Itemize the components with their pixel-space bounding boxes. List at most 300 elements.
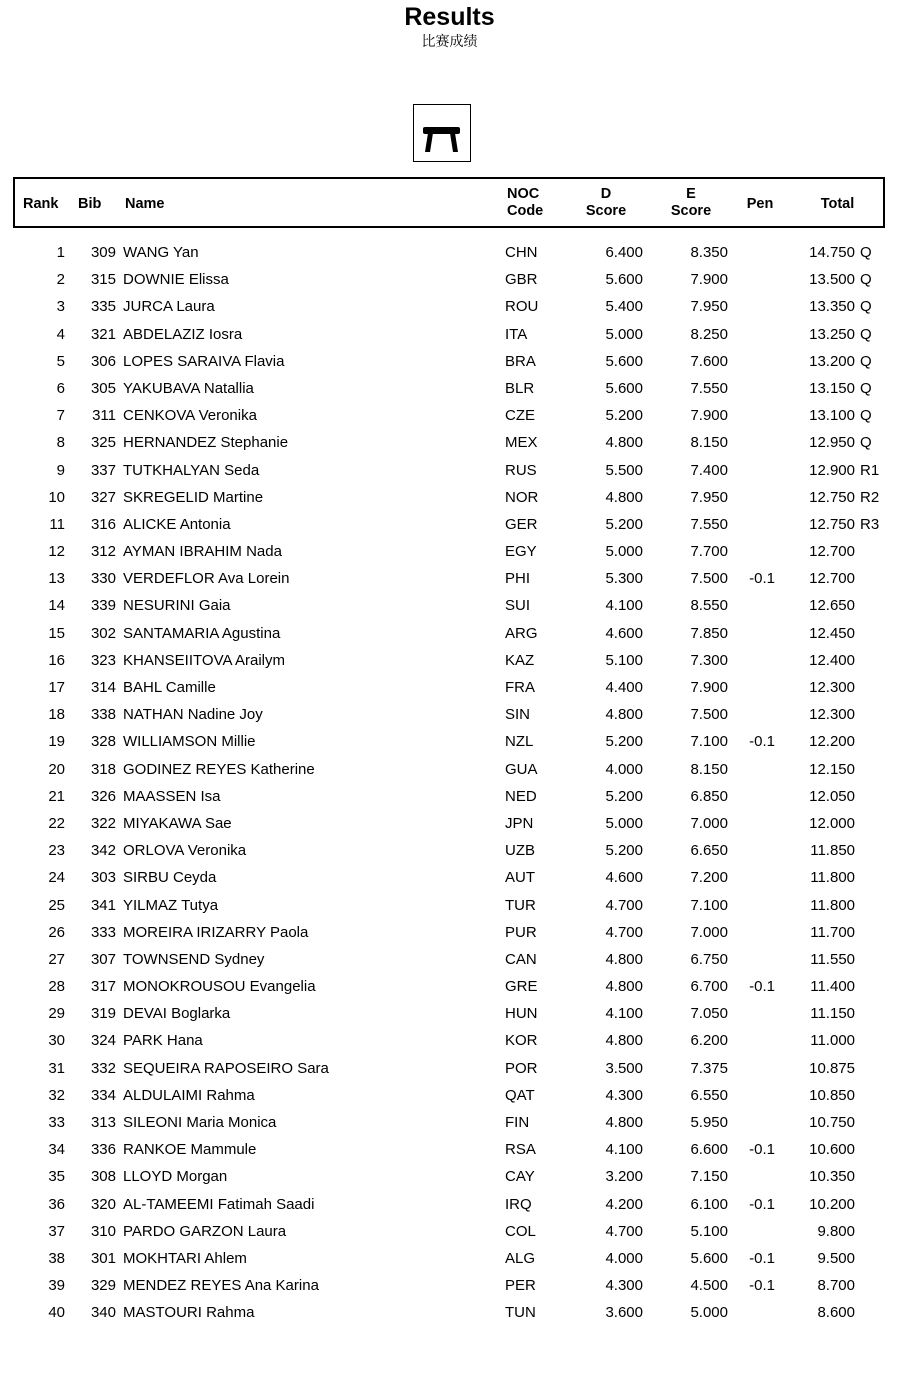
table-row	[13, 1056, 885, 1083]
cell-rank: 2	[56, 271, 65, 289]
table-row	[13, 920, 885, 947]
cell-rank: 30	[48, 1032, 65, 1050]
cell-rank: 22	[48, 814, 65, 832]
table-row	[13, 1246, 885, 1273]
cell-e-score: 5.000	[690, 1304, 728, 1322]
cell-bib: 324	[90, 1032, 116, 1050]
cell-d-score: 4.800	[605, 706, 643, 724]
cell-name: NESURINI Gaia	[123, 597, 231, 615]
cell-rank: 26	[48, 923, 65, 941]
cell-d-score: 4.400	[605, 679, 643, 696]
cell-d-score: 4.100	[605, 1005, 643, 1023]
cell-rank: 23	[48, 842, 65, 860]
cell-name: ORLOVA Veronika	[123, 842, 247, 860]
cell-bib: 340	[90, 1304, 116, 1322]
cell-name: RANKOE Mammule	[123, 1141, 257, 1159]
cell-bib: 308	[90, 1168, 116, 1186]
cell-noc-code: CAY	[505, 1168, 535, 1186]
cell-bib: 310	[90, 1222, 116, 1240]
cell-d-score: 5.200	[605, 733, 643, 751]
cell-d-score: 4.800	[605, 1114, 643, 1131]
page-header	[0, 4, 899, 50]
column-header-noc-line2: Code	[507, 203, 544, 219]
cell-bib: 325	[90, 434, 116, 452]
cell-e-score: 6.650	[690, 842, 728, 860]
cell-e-score: 8.150	[690, 760, 728, 778]
table-row	[13, 294, 885, 321]
table-row	[13, 1028, 885, 1055]
cell-d-score: 5.200	[605, 842, 643, 860]
cell-e-score: 7.550	[690, 515, 728, 533]
cell-d-score: 5.200	[605, 787, 643, 805]
column-header-e-score	[652, 186, 730, 220]
cell-name: SANTAMARIA Agustina	[123, 624, 281, 642]
cell-total: 12.650	[809, 597, 855, 615]
cell-d-score: 5.500	[605, 461, 643, 479]
cell-rank: 13	[48, 570, 65, 588]
cell-e-score: 6.700	[690, 978, 728, 996]
cell-name: HERNANDEZ Stephanie	[123, 434, 289, 452]
cell-total: 10.875	[809, 1059, 855, 1077]
cell-e-score: 7.100	[690, 896, 728, 914]
cell-total: 11.000	[810, 1032, 855, 1050]
cell-name: WANG Yan	[123, 244, 199, 261]
cell-noc-code: MEX	[505, 434, 538, 452]
cell-bib: 309	[90, 244, 116, 261]
cell-rank: 32	[48, 1086, 65, 1104]
column-header-name: Name	[125, 196, 165, 212]
table-row	[13, 729, 885, 756]
cell-e-score: 7.950	[690, 298, 728, 316]
cell-rank: 14	[48, 597, 65, 615]
cell-e-score: 7.300	[690, 651, 728, 669]
cell-total: 11.400	[810, 978, 855, 996]
cell-total: 12.000	[809, 814, 855, 832]
table-row	[13, 1219, 885, 1246]
cell-name: MENDEZ REYES Ana Karina	[123, 1277, 319, 1295]
cell-noc-code: CZE	[505, 407, 535, 425]
cell-noc-code: KAZ	[505, 651, 535, 669]
table-row	[13, 838, 885, 865]
cell-bib: 332	[90, 1059, 116, 1077]
balance-beam-icon	[413, 104, 471, 162]
cell-rank: 37	[48, 1222, 65, 1240]
cell-total: 13.150	[809, 379, 855, 397]
cell-noc-code: AUT	[505, 869, 535, 887]
cell-e-score: 6.750	[690, 950, 728, 968]
cell-d-score: 4.200	[605, 1195, 643, 1213]
cell-total: 13.250	[809, 325, 855, 343]
cell-rank: 40	[48, 1304, 65, 1322]
cell-rank: 4	[56, 325, 65, 343]
cell-d-score: 3.600	[605, 1304, 643, 1322]
cell-qualification: Q	[860, 379, 872, 397]
table-row	[13, 1083, 885, 1110]
cell-total: 11.850	[810, 842, 855, 860]
cell-rank: 20	[48, 760, 65, 778]
cell-d-score: 5.000	[605, 325, 643, 343]
cell-name: DEVAI Boglarka	[123, 1005, 231, 1023]
cell-e-score: 7.050	[690, 1005, 728, 1023]
table-row	[13, 240, 885, 267]
table-row	[13, 403, 885, 430]
cell-name: MIYAKAWA Sae	[123, 814, 232, 832]
cell-bib: 337	[90, 461, 116, 479]
table-row	[13, 1192, 885, 1219]
cell-noc-code: CAN	[505, 950, 537, 968]
cell-noc-code: NZL	[505, 733, 534, 751]
cell-rank: 34	[48, 1141, 65, 1159]
cell-total: 9.500	[817, 1249, 855, 1267]
table-row	[13, 376, 885, 403]
cell-total: 10.750	[809, 1114, 855, 1131]
cell-name: MOKHTARI Ahlem	[123, 1249, 247, 1267]
cell-bib: 330	[90, 570, 116, 588]
table-row	[13, 811, 885, 838]
cell-e-score: 5.600	[690, 1249, 728, 1267]
table-row	[13, 512, 885, 539]
cell-d-score: 5.000	[605, 814, 643, 832]
cell-noc-code: JPN	[505, 814, 534, 832]
cell-penalty: -0.1	[749, 570, 775, 588]
cell-e-score: 6.200	[690, 1032, 728, 1050]
cell-name: LLOYD Morgan	[123, 1168, 228, 1186]
cell-e-score: 7.900	[690, 679, 728, 696]
cell-noc-code: SIN	[505, 706, 531, 724]
cell-noc-code: ROU	[505, 298, 539, 316]
cell-bib: 305	[90, 379, 116, 397]
cell-noc-code: HUN	[505, 1005, 538, 1023]
cell-d-score: 4.800	[605, 1032, 643, 1050]
cell-bib: 303	[90, 869, 116, 887]
table-row	[13, 539, 885, 566]
table-row	[13, 675, 885, 702]
cell-penalty: -0.1	[749, 1277, 775, 1295]
cell-qualification: Q	[860, 434, 872, 452]
cell-d-score: 5.200	[605, 515, 643, 533]
cell-total: 13.100	[809, 407, 855, 425]
cell-name: ABDELAZIZ Iosra	[123, 325, 243, 343]
cell-bib: 315	[90, 271, 116, 289]
cell-rank: 38	[48, 1249, 65, 1267]
cell-name: NATHAN Nadine Joy	[123, 706, 263, 724]
cell-d-score: 5.300	[605, 570, 643, 588]
column-header-noc-line1: NOC	[507, 186, 540, 202]
cell-noc-code: ITA	[505, 325, 528, 343]
cell-name: ALDULAIMI Rahma	[123, 1086, 255, 1104]
cell-total: 12.150	[809, 760, 855, 778]
results-table	[13, 177, 885, 1328]
cell-total: 12.400	[809, 651, 855, 669]
cell-qualification: Q	[860, 244, 872, 261]
cell-rank: 9	[56, 461, 65, 479]
cell-name: MOREIRA IRIZARRY Paola	[123, 923, 309, 941]
cell-total: 12.050	[809, 787, 855, 805]
cell-noc-code: NOR	[505, 488, 539, 506]
cell-bib: 320	[90, 1195, 116, 1213]
cell-e-score: 7.200	[690, 869, 728, 887]
cell-name: DOWNIE Elissa	[123, 271, 229, 289]
column-header-e-line1: E	[686, 186, 696, 202]
cell-rank: 27	[48, 950, 65, 968]
cell-d-score: 5.600	[605, 379, 643, 397]
cell-penalty: -0.1	[749, 733, 775, 751]
cell-noc-code: TUN	[505, 1304, 536, 1322]
cell-d-score: 4.300	[605, 1277, 643, 1295]
cell-rank: 39	[48, 1277, 65, 1295]
cell-total: 12.450	[809, 624, 855, 642]
cell-total: 12.750	[809, 488, 855, 506]
cell-bib: 317	[90, 978, 116, 996]
cell-name: MASTOURI Rahma	[123, 1304, 255, 1322]
cell-noc-code: IRQ	[505, 1195, 532, 1213]
cell-e-score: 7.550	[690, 379, 728, 397]
cell-rank: 17	[48, 679, 65, 696]
cell-rank: 6	[56, 379, 65, 397]
cell-bib: 328	[90, 733, 116, 751]
cell-d-score: 5.200	[605, 407, 643, 425]
cell-total: 11.150	[810, 1005, 855, 1023]
cell-name: CENKOVA Veronika	[123, 407, 257, 425]
table-row	[13, 702, 885, 729]
cell-bib: 335	[90, 298, 116, 316]
cell-total: 10.200	[809, 1195, 855, 1213]
cell-noc-code: PHI	[505, 570, 531, 588]
cell-e-score: 7.950	[690, 488, 728, 506]
table-row	[13, 865, 885, 892]
cell-rank: 24	[48, 869, 65, 887]
cell-bib: 319	[90, 1005, 116, 1023]
cell-d-score: 3.200	[605, 1168, 643, 1186]
table-row	[13, 1300, 885, 1327]
cell-noc-code: KOR	[505, 1032, 538, 1050]
cell-e-score: 7.400	[690, 461, 728, 479]
cell-bib: 334	[90, 1086, 116, 1104]
cell-total: 11.800	[810, 869, 855, 887]
table-row	[13, 1273, 885, 1300]
table-row	[13, 893, 885, 920]
cell-name: GODINEZ REYES Katherine	[123, 760, 315, 778]
cell-name: BAHL Camille	[123, 679, 216, 696]
cell-total: 12.700	[809, 543, 855, 561]
cell-penalty: -0.1	[749, 1141, 775, 1159]
cell-rank: 33	[48, 1114, 65, 1131]
cell-rank: 25	[48, 896, 65, 914]
cell-total: 12.700	[809, 570, 855, 588]
cell-name: SKREGELID Martine	[123, 488, 264, 506]
cell-rank: 7	[56, 407, 65, 425]
cell-noc-code: NED	[505, 787, 537, 805]
cell-e-score: 6.600	[690, 1141, 728, 1159]
cell-bib: 307	[90, 950, 116, 968]
cell-d-score: 4.000	[605, 1249, 643, 1267]
cell-name: AYMAN IBRAHIM Nada	[123, 543, 282, 561]
cell-name: YILMAZ Tutya	[123, 896, 219, 914]
cell-d-score: 4.700	[605, 896, 643, 914]
cell-total: 10.350	[809, 1168, 855, 1186]
cell-name: MAASSEN Isa	[123, 787, 221, 805]
cell-noc-code: RSA	[505, 1141, 536, 1159]
cell-bib: 329	[90, 1277, 116, 1295]
cell-total: 8.700	[817, 1277, 855, 1295]
column-header-d-line2: Score	[585, 203, 627, 219]
column-header-noc-code	[507, 186, 567, 220]
cell-d-score: 4.300	[605, 1086, 643, 1104]
table-row	[13, 1137, 885, 1164]
cell-noc-code: GUA	[505, 760, 538, 778]
cell-noc-code: RUS	[505, 461, 537, 479]
cell-e-score: 5.100	[690, 1222, 728, 1240]
cell-noc-code: TUR	[505, 896, 536, 914]
page-title: Results	[404, 3, 495, 31]
cell-qualification: R3	[860, 515, 880, 533]
cell-rank: 31	[48, 1059, 65, 1077]
cell-bib: 338	[90, 706, 116, 724]
table-row	[13, 1164, 885, 1191]
cell-noc-code: ALG	[505, 1249, 536, 1267]
cell-bib: 306	[90, 352, 116, 370]
cell-total: 12.900	[809, 461, 855, 479]
cell-name: WILLIAMSON Millie	[123, 733, 256, 751]
cell-bib: 314	[90, 679, 116, 696]
cell-name: TOWNSEND Sydney	[123, 950, 265, 968]
cell-noc-code: FRA	[505, 679, 535, 696]
cell-noc-code: ARG	[505, 624, 538, 642]
cell-d-score: 5.600	[605, 352, 643, 370]
cell-noc-code: FIN	[505, 1114, 530, 1131]
cell-e-score: 7.000	[690, 923, 728, 941]
cell-d-score: 4.600	[605, 624, 643, 642]
table-row	[13, 1001, 885, 1028]
cell-d-score: 4.700	[605, 923, 643, 941]
cell-e-score: 6.100	[690, 1195, 728, 1213]
cell-noc-code: QAT	[505, 1086, 535, 1104]
cell-e-score: 5.950	[690, 1114, 728, 1131]
cell-bib: 318	[90, 760, 116, 778]
cell-noc-code: GER	[505, 515, 538, 533]
cell-d-score: 4.100	[605, 597, 643, 615]
cell-bib: 322	[90, 814, 116, 832]
cell-penalty: -0.1	[749, 1249, 775, 1267]
cell-noc-code: CHN	[505, 244, 538, 261]
table-row	[13, 485, 885, 512]
cell-qualification: Q	[860, 325, 872, 343]
cell-noc-code: GRE	[505, 978, 538, 996]
cell-bib: 313	[90, 1114, 116, 1131]
column-header-rank: Rank	[23, 196, 59, 212]
cell-rank: 15	[48, 624, 65, 642]
cell-rank: 16	[48, 651, 65, 669]
table-row	[13, 757, 885, 784]
cell-d-score: 5.000	[605, 543, 643, 561]
cell-e-score: 6.850	[690, 787, 728, 805]
cell-d-score: 4.700	[605, 1222, 643, 1240]
cell-bib: 312	[90, 543, 116, 561]
cell-rank: 35	[48, 1168, 65, 1186]
cell-noc-code: PER	[505, 1277, 536, 1295]
cell-rank: 18	[48, 706, 65, 724]
cell-e-score: 8.550	[690, 597, 728, 615]
cell-bib: 311	[92, 407, 116, 425]
cell-e-score: 6.550	[690, 1086, 728, 1104]
cell-total: 13.500	[809, 271, 855, 289]
cell-qualification: Q	[860, 271, 872, 289]
cell-total: 12.200	[809, 733, 855, 751]
column-header-d-score	[567, 186, 645, 220]
cell-e-score: 7.500	[690, 706, 728, 724]
cell-rank: 19	[48, 733, 65, 751]
cell-d-score: 5.100	[605, 651, 643, 669]
cell-rank: 10	[48, 488, 65, 506]
table-body	[13, 240, 885, 1328]
cell-name: PARDO GARZON Laura	[123, 1222, 287, 1240]
cell-bib: 323	[90, 651, 116, 669]
column-header-total: Total	[820, 196, 855, 212]
cell-total: 10.600	[809, 1141, 855, 1159]
cell-d-score: 4.100	[605, 1141, 643, 1159]
cell-e-score: 7.100	[690, 733, 728, 751]
cell-bib: 336	[90, 1141, 116, 1159]
cell-name: YAKUBAVA Natallia	[123, 379, 254, 397]
cell-e-score: 7.375	[690, 1059, 728, 1077]
cell-name: ALICKE Antonia	[123, 515, 231, 533]
cell-rank: 12	[48, 543, 65, 561]
cell-name: AL-TAMEEMI Fatimah Saadi	[123, 1195, 315, 1213]
cell-total: 14.750	[809, 244, 855, 261]
cell-noc-code: GBR	[505, 271, 538, 289]
cell-rank: 11	[49, 515, 65, 533]
cell-e-score: 8.150	[690, 434, 728, 452]
cell-noc-code: EGY	[505, 543, 537, 561]
page-subtitle: 比赛成绩	[421, 33, 478, 49]
cell-name: VERDEFLOR Ava Lorein	[123, 570, 290, 588]
cell-rank: 29	[48, 1005, 65, 1023]
cell-d-score: 4.800	[605, 488, 643, 506]
table-row	[13, 947, 885, 974]
cell-rank: 8	[56, 434, 65, 452]
cell-e-score: 8.250	[690, 325, 728, 343]
table-row	[13, 430, 885, 457]
cell-d-score: 6.400	[605, 244, 643, 261]
table-row	[13, 974, 885, 1001]
table-row	[13, 349, 885, 376]
cell-bib: 342	[90, 842, 116, 860]
cell-bib: 333	[90, 923, 116, 941]
cell-total: 11.800	[810, 896, 855, 914]
cell-bib: 302	[90, 624, 116, 642]
cell-total: 12.950	[809, 434, 855, 452]
cell-qualification: Q	[860, 352, 872, 370]
cell-rank: 3	[56, 298, 65, 316]
cell-rank: 21	[48, 787, 65, 805]
cell-bib: 316	[90, 515, 116, 533]
cell-d-score: 5.600	[605, 271, 643, 289]
cell-e-score: 4.500	[690, 1277, 728, 1295]
cell-rank: 28	[48, 978, 65, 996]
table-row	[13, 566, 885, 593]
column-header-bib: Bib	[78, 196, 102, 212]
cell-bib: 326	[90, 787, 116, 805]
cell-d-score: 4.800	[605, 950, 643, 968]
cell-total: 11.700	[810, 923, 855, 941]
cell-d-score: 5.400	[605, 298, 643, 316]
cell-name: TUTKHALYAN Seda	[123, 461, 260, 479]
cell-e-score: 8.350	[690, 244, 728, 261]
cell-total: 11.550	[810, 950, 855, 968]
table-row	[13, 621, 885, 648]
cell-bib: 327	[90, 488, 116, 506]
cell-bib: 301	[90, 1249, 116, 1267]
